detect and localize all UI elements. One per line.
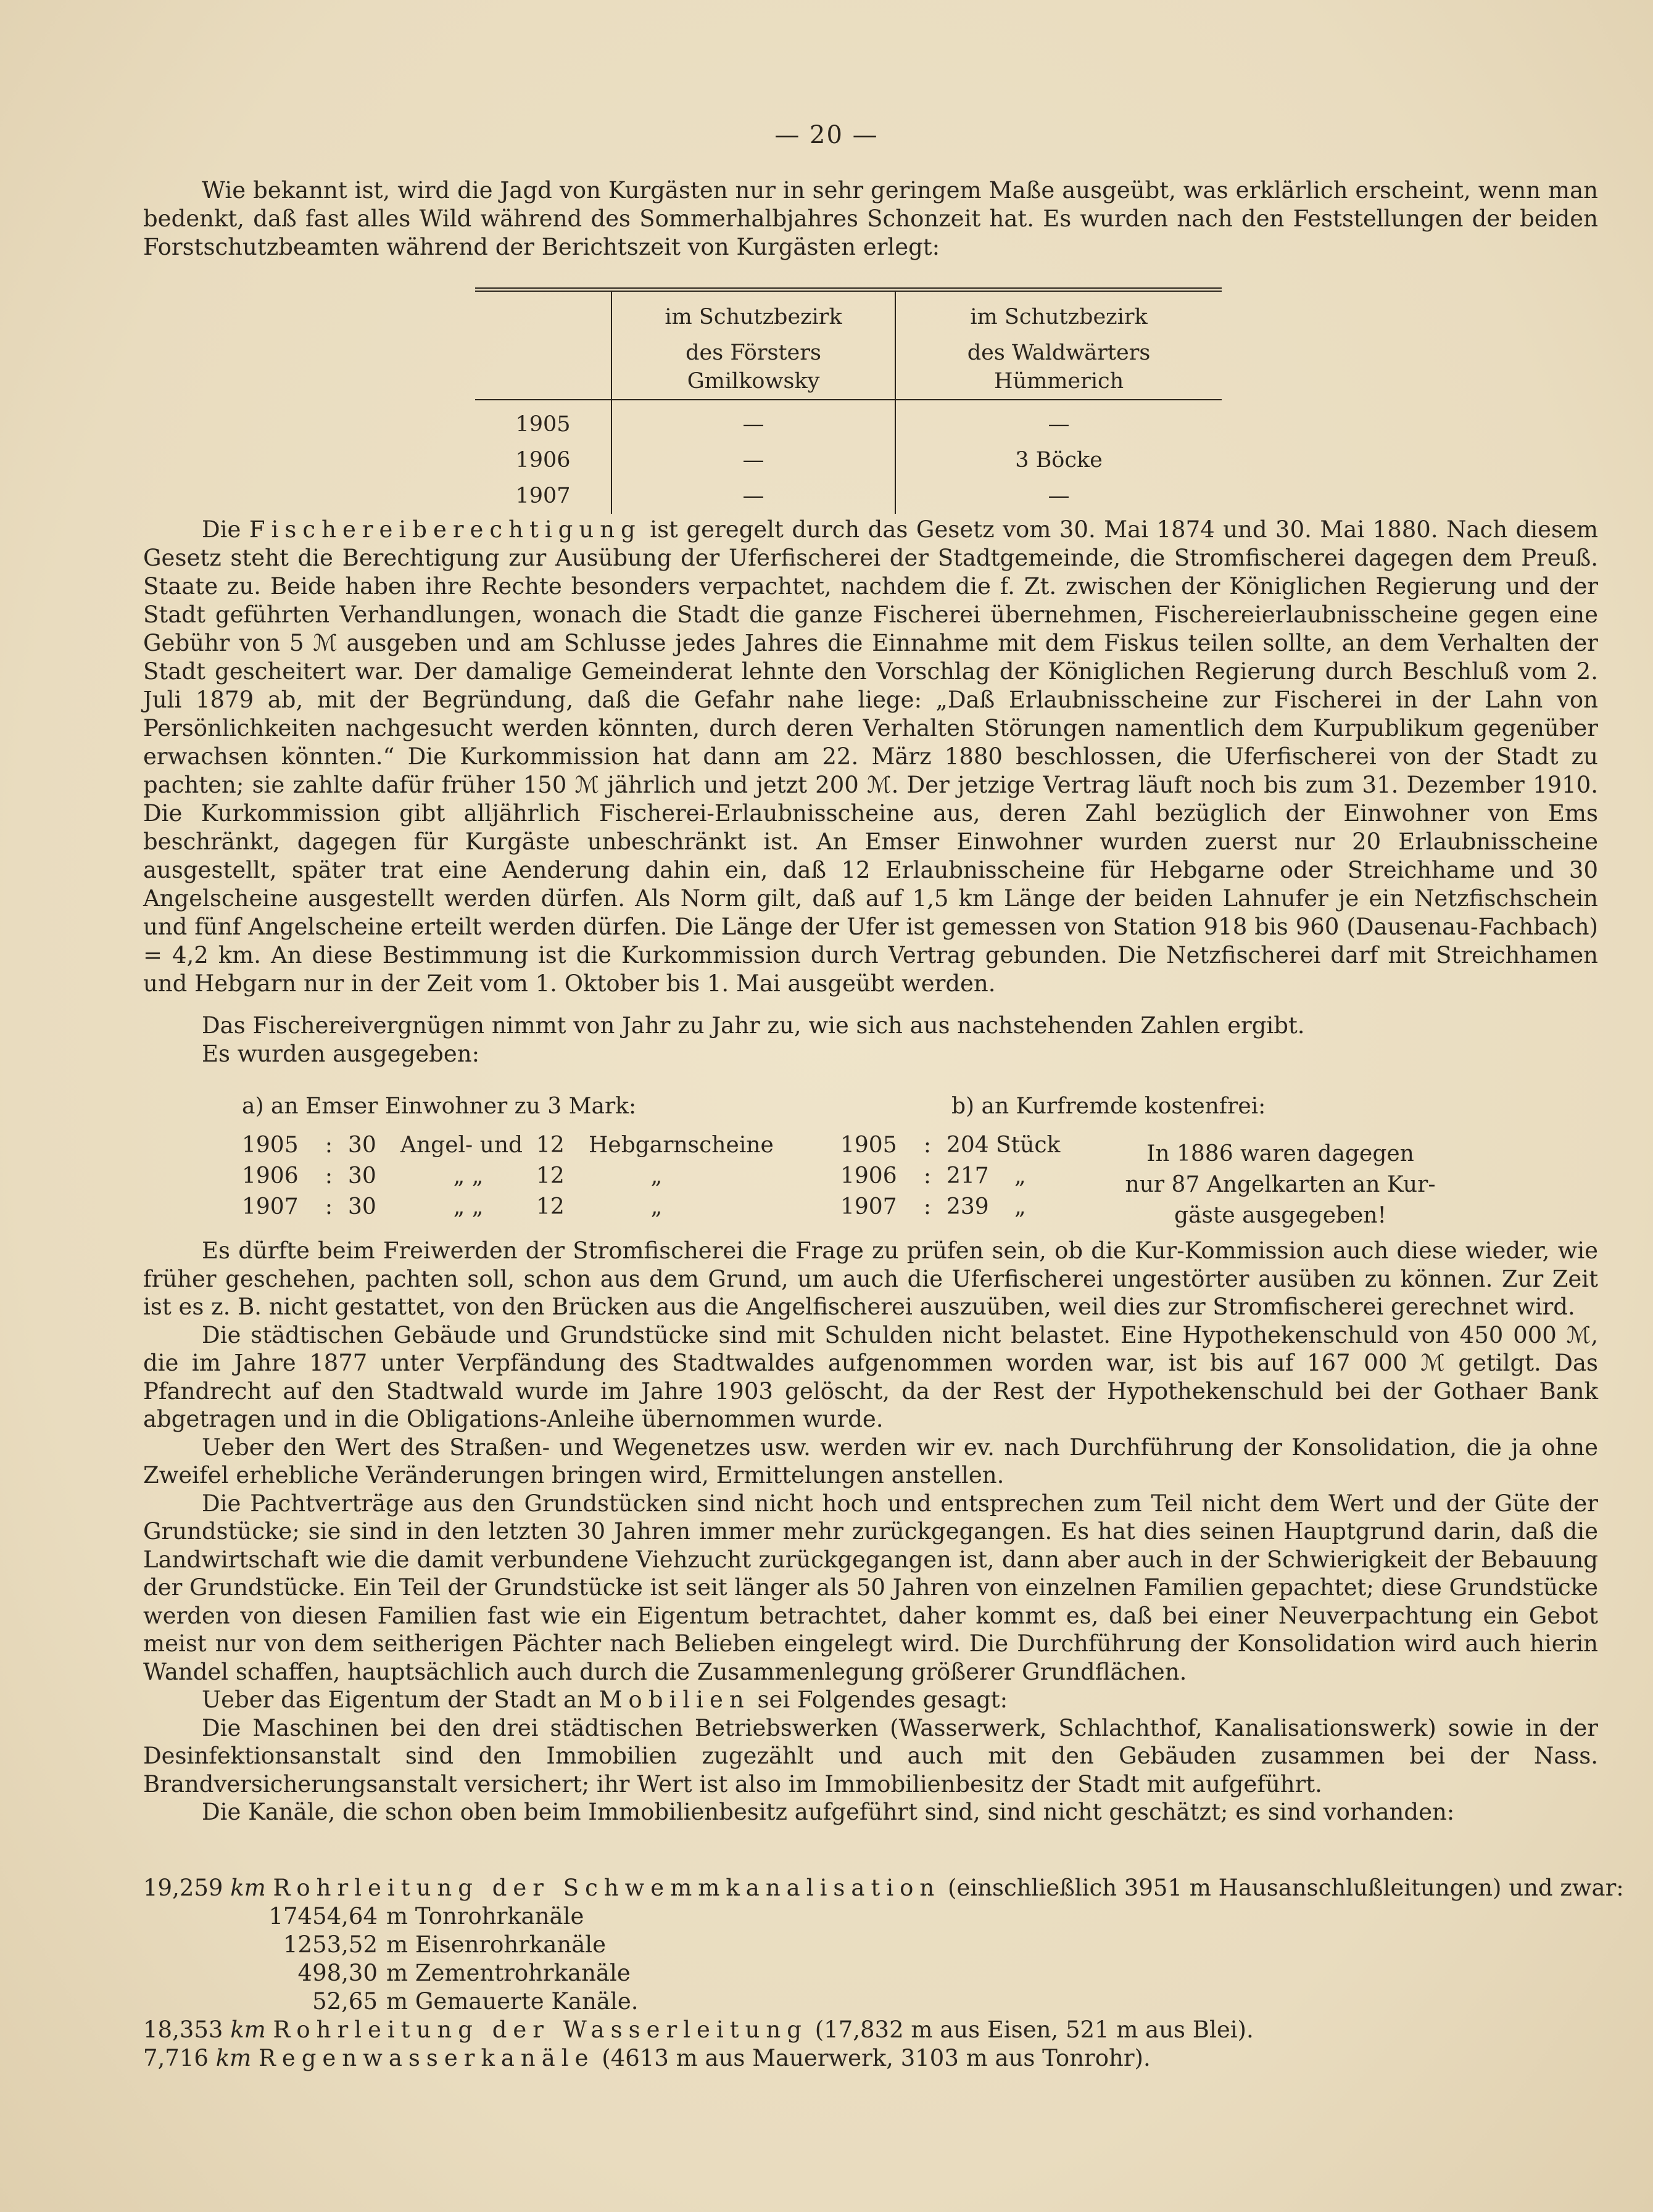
intro-paragraph <box>143 176 1598 262</box>
canal-sub-unit: m <box>386 1931 408 1958</box>
license-angel-count: 30 <box>348 1194 376 1219</box>
paragraph: Die städtischen Gebäude und Grundstücke sind mit Schulden nicht belastet. Eine Hypothekenschuld von 450 000 ℳ, die im Jahre 1877 unter Verpfändung des Stadtwaldes aufgenommen worden war, ist bis auf 167 000 ℳ getilgt. Das Pfandrecht auf den Stadtwald wurde im Jahre 1903 gelöscht, da der Rest der Hypothekenschuld bei der Gothaer Bank abgetragen und in die Obligations-Anleihe übernommen wurde. <box>143 1321 1598 1432</box>
table-header-year-2 <box>475 335 611 400</box>
canal-label: Rohrleitung der Wasserleitung <box>273 2016 808 2043</box>
license-heb-count: 12 <box>536 1194 565 1219</box>
license-year: 1905 <box>242 1133 299 1158</box>
canal-sub-label: Tonrohrkanäle <box>415 1903 584 1929</box>
canal-list <box>143 1874 1624 2073</box>
fishery-text <box>143 516 1598 998</box>
license-angel-label: „ „ <box>453 1194 484 1219</box>
license-count: 217 <box>947 1163 989 1189</box>
paragraph: Die Kanäle, die schon oben beim Immobilienbesitz aufgeführt sind, sind nicht geschätzt; es sind vorhanden: <box>202 1799 1455 1825</box>
canal-detail: (17,832 m aus Eisen, 521 m aus Blei). <box>807 2016 1254 2043</box>
fishery-lead: Die <box>202 516 249 543</box>
licenses-note <box>1098 1139 1462 1231</box>
canal-unit: km <box>230 2016 266 2043</box>
paragraph <box>143 1686 1598 1714</box>
paragraph: Es dürfte beim Freiwerden der Stromfischerei die Frage zu prüfen sein, ob die Kur-Kommission auch diese wieder, wie früher geschehen, pachten soll, schon aus dem Grund, um auch die Uferfischerei ungestörter ausüben zu können. Zur Zeit ist es z. B. nicht gestattet, von den Brücken aus die Angelfischerei auszuüben, weil dies zur Stromfischerei gerechnet wird. <box>143 1237 1598 1320</box>
canal-sub-amount: 498,30 <box>297 1960 378 1986</box>
license-angel-label: „ „ <box>453 1163 484 1189</box>
note-line: gäste ausgegeben! <box>1174 1203 1387 1228</box>
note-line: In 1886 waren dagegen <box>1146 1141 1414 1166</box>
license-year: 1906 <box>242 1163 299 1189</box>
license-colon: : <box>325 1133 333 1158</box>
license-heb-count: 12 <box>536 1163 565 1189</box>
mobilien-spaced-term: Mobilien <box>599 1686 750 1713</box>
license-angel-count: 30 <box>348 1133 376 1158</box>
canal-sub-label: Zementrohrkanäle <box>415 1960 631 1986</box>
canal-item <box>143 2016 1598 2044</box>
license-heb-count: 12 <box>536 1133 565 1158</box>
table-cell-col2: — <box>1048 484 1070 508</box>
list-item <box>242 1130 797 1161</box>
license-year: 1907 <box>242 1194 299 1219</box>
table-row <box>475 442 1222 478</box>
mobilien-tail: sei Folgendes gesagt: <box>750 1686 1008 1713</box>
table-cell-year: 1906 <box>515 448 571 473</box>
fishery-body: ist geregelt durch das Gesetz vom 30. Mai 1874 und 30. Mai 1880. Nach diesem Gesetz steht die Berechtigung zur Ausübung der Uferfischerei der Stadtgemeinde, die Stromfischerei dagegen dem Preuß. Staate zu. Beide haben ihre Rechte besonders verpachtet, nachdem die f. Zt. zwischen der Königlichen Regierung und der Stadt geführten Verhandlungen, wonach die Stadt die ganze Fischerei übernehmen, Fischereierlaubnisscheine gegen eine Gebühr von 5 ℳ ausgeben und am Schlusse jedes Jahres die Einnahme mit dem Fiskus teilen sollte, an dem Verhalten der Stadt gescheitert war. Der damalige Gemeinderat lehnte den Vorschlag der Königlichen Regierung durch Beschluß vom 2. Juli 1879 ab, mit der Begründung, daß die Gefahr nahe liege: „Daß Erlaubnisscheine zur Fischerei in der Lahn von Persönlichkeiten nachgesucht werden könnten, durch deren Verhalten Störungen namentlich dem Kurpublikum gegenüber erwachsen könnten.“ Die Kurkommission hat dann am 22. März 1880 beschlossen, die Uferfischerei von der Stadt zu pachten; sie zahlte dafür früher 150 ℳ jährlich und jetzt 200 ℳ. Der jetzige Vertrag läuft noch bis zum 31. Dezember 1910. Die Kurkommission gibt alljährlich Fischerei-Erlaubnisscheine aus, deren Zahl bezüglich der Einwohner von Ems beschränkt, dagegen für Kurgäste unbeschränkt ist. An Emser Einwohner wurden zuerst nur 20 Erlaubnisscheine ausgestellt, später trat eine Aenderung dahin ein, daß 12 Erlaubnisscheine für Hebgarne oder Streichhame und 30 Angelscheine ausgestellt werden dürfen. Als Norm gilt, daß auf 1,5 km Länge der beiden Lahnufer je ein Netzfischschein und fünf Angelscheine erteilt werden dürfen. Die Länge der Ufer ist gemessen von Station 918 bis 960 (Dausenau-Fachbach) = 4,2 km. An diese Bestimmung ist die Kurkommission durch Vertrag gebunden. Die Netzfischerei darf mit Streichhamen und Hebgarn nur in der Zeit vom 1. Oktober bis 1. Mai ausgeübt werden. <box>143 516 1598 997</box>
canal-sub-label: Gemauerte Kanäle. <box>415 1988 639 2015</box>
canal-label: Regenwasserkanäle <box>258 2045 595 2071</box>
table-header-col1-line2: des Försters Gmilkowsky <box>611 335 895 400</box>
page-number: — 20 — <box>774 121 879 149</box>
license-count: 239 <box>947 1194 989 1219</box>
canal-sub-unit: m <box>386 1903 408 1929</box>
hunting-table <box>475 287 1222 514</box>
main-paragraphs <box>143 1237 1598 1826</box>
canal-sub-amount: 1253,52 <box>283 1931 378 1958</box>
table-cell-year: 1905 <box>515 412 571 437</box>
licenses-intro-text: Das Fischereivergnügen nimmt von Jahr zu Jahr zu, wie sich aus nachstehenden Zahlen ergibt. <box>202 1012 1305 1039</box>
canal-detail: (4613 m aus Mauerwerk, 3103 m aus Tonrohr). <box>594 2045 1151 2071</box>
licenses-residents <box>242 1089 797 1223</box>
canal-sub-unit: m <box>386 1988 408 2015</box>
canal-amount: 18,353 <box>143 2016 223 2043</box>
table-row <box>475 400 1222 442</box>
license-colon: : <box>923 1163 932 1189</box>
table-cell-year: 1907 <box>515 484 571 508</box>
table-row <box>475 478 1222 514</box>
license-count: 204 <box>947 1133 989 1158</box>
table-cell-col1: — <box>611 442 895 478</box>
canal-unit: km <box>215 2045 252 2071</box>
fishery-spaced-term: Fischereiberechtigung <box>249 516 642 543</box>
license-angel-count: 30 <box>348 1163 376 1189</box>
mobilien-lead: Ueber das Eigentum der Stadt an <box>202 1686 599 1713</box>
canal-item <box>143 2044 1598 2073</box>
canal-sub-amount: 17454,64 <box>268 1903 378 1929</box>
license-unit: „ <box>1014 1194 1026 1219</box>
license-colon: : <box>923 1194 932 1219</box>
table-header-col2-line1: im Schutzbezirk <box>895 290 1222 336</box>
license-heb-label: Hebgarnscheine <box>589 1133 774 1158</box>
table-header-col2-line2: des Waldwärters Hümmerich <box>895 335 1222 400</box>
table-cell-col1: — <box>611 478 895 514</box>
canal-unit: km <box>230 1875 266 1901</box>
license-angel-label: Angel- und <box>400 1133 523 1158</box>
table-header-col1-line1: im Schutzbezirk <box>611 290 895 336</box>
license-heb-label: „ <box>650 1163 663 1189</box>
license-heb-label: „ <box>650 1194 663 1219</box>
canal-amount: 19,259 <box>143 1875 223 1901</box>
canal-label: Rohrleitung der Schwemmkanalisation <box>273 1875 941 1901</box>
table-cell-col1: — <box>611 400 895 442</box>
canal-subitem <box>143 1931 1598 1959</box>
canal-subitem <box>143 1959 1598 1987</box>
license-year: 1907 <box>840 1194 897 1219</box>
licenses-residents-heading: a) an Emser Einwohner zu 3 Mark: <box>242 1094 637 1119</box>
table-cell-col2: — <box>1048 412 1070 437</box>
table-header-year <box>475 290 611 336</box>
canal-item <box>143 1874 1624 1902</box>
license-colon: : <box>325 1163 333 1189</box>
paragraph: Die Maschinen bei den drei städtischen Betriebswerken (Wasserwerk, Schlachthof, Kanalisationswerk) sowie in der Desinfektionsanstalt sind den Immobilien zugezählt und auch mit den Gebäuden zusammen bei der Nass. Brandversicherungsanstalt versichert; ihr Wert ist also im Immobilienbesitz der Stadt mit aufgeführt. <box>143 1714 1598 1797</box>
canal-subitem <box>143 1902 1598 1931</box>
license-colon: : <box>325 1194 333 1219</box>
intro-text: Wie bekannt ist, wird die Jagd von Kurgästen nur in sehr geringem Maße ausgeübt, was erklärlich erscheint, wenn man bedenkt, daß fast alles Wild während des Sommerhalbjahres Schonzeit hat. Es wurden nach den Feststellungen der beiden Forstschutzbeamten während der Berichtszeit von Kurgästen erlegt: <box>143 177 1598 260</box>
list-item <box>242 1192 797 1223</box>
licenses-visitors-heading: b) an Kurfremde kostenfrei: <box>951 1094 1266 1119</box>
license-year: 1906 <box>840 1163 897 1189</box>
canal-sub-unit: m <box>386 1960 408 1986</box>
license-unit: Stück <box>996 1133 1061 1158</box>
canal-sub-label: Eisenrohrkanäle <box>415 1931 606 1958</box>
paragraph: Ueber den Wert des Straßen- und Wegenetzes usw. werden wir ev. nach Durchführung der Konsolidation, die ja ohne Zweifel erhebliche Veränderungen bringen wird, Ermittelungen anstellen. <box>143 1434 1598 1488</box>
fishery-paragraph <box>143 516 1598 998</box>
paragraph: Die Pachtverträge aus den Grundstücken sind nicht hoch und entsprechen zum Teil nicht dem Wert und der Güte der Grundstücke; sie sind in den letzten 30 Jahren immer mehr zurückgegangen. Es hat dies seinen Hauptgrund darin, daß die Landwirtschaft wie die damit verbundene Viehzucht zurückgegangen ist, dann aber auch in der Schwierigkeit der Bebauung der Grundstücke. Ein Teil der Grundstücke ist seit länger als 50 Jahren von einzelnen Familien gepachtet; diese Grundstücke werden von diesen Familien fast wie ein Eigentum betrachtet, daher kommt es, daß bei einer Neuverpachtung ein Gebot meist nur von dem seitherigen Pächter nach Belieben eingelegt wird. Die Durchführung der Konsolidation wird auch hierin Wandel schaffen, hauptsächlich auch durch die Zusammenlegung größerer Grundflächen. <box>143 1490 1598 1685</box>
license-year: 1905 <box>840 1133 897 1158</box>
license-colon: : <box>923 1133 932 1158</box>
note-line: nur 87 Angelkarten an Kur- <box>1125 1172 1436 1197</box>
canal-detail: (einschließlich 3951 m Hausanschlußleitungen) und zwar: <box>940 1875 1624 1901</box>
canal-sub-amount: 52,65 <box>312 1988 378 2015</box>
list-item <box>242 1161 797 1192</box>
canal-subitem <box>143 1987 1598 2016</box>
table-cell-col2: 3 Böcke <box>1015 448 1103 473</box>
canal-amount: 7,716 <box>143 2045 209 2071</box>
licenses-issued-label: Es wurden ausgegeben: <box>202 1041 480 1067</box>
licenses-intro <box>143 1012 1598 1068</box>
license-unit: „ <box>1014 1163 1026 1189</box>
